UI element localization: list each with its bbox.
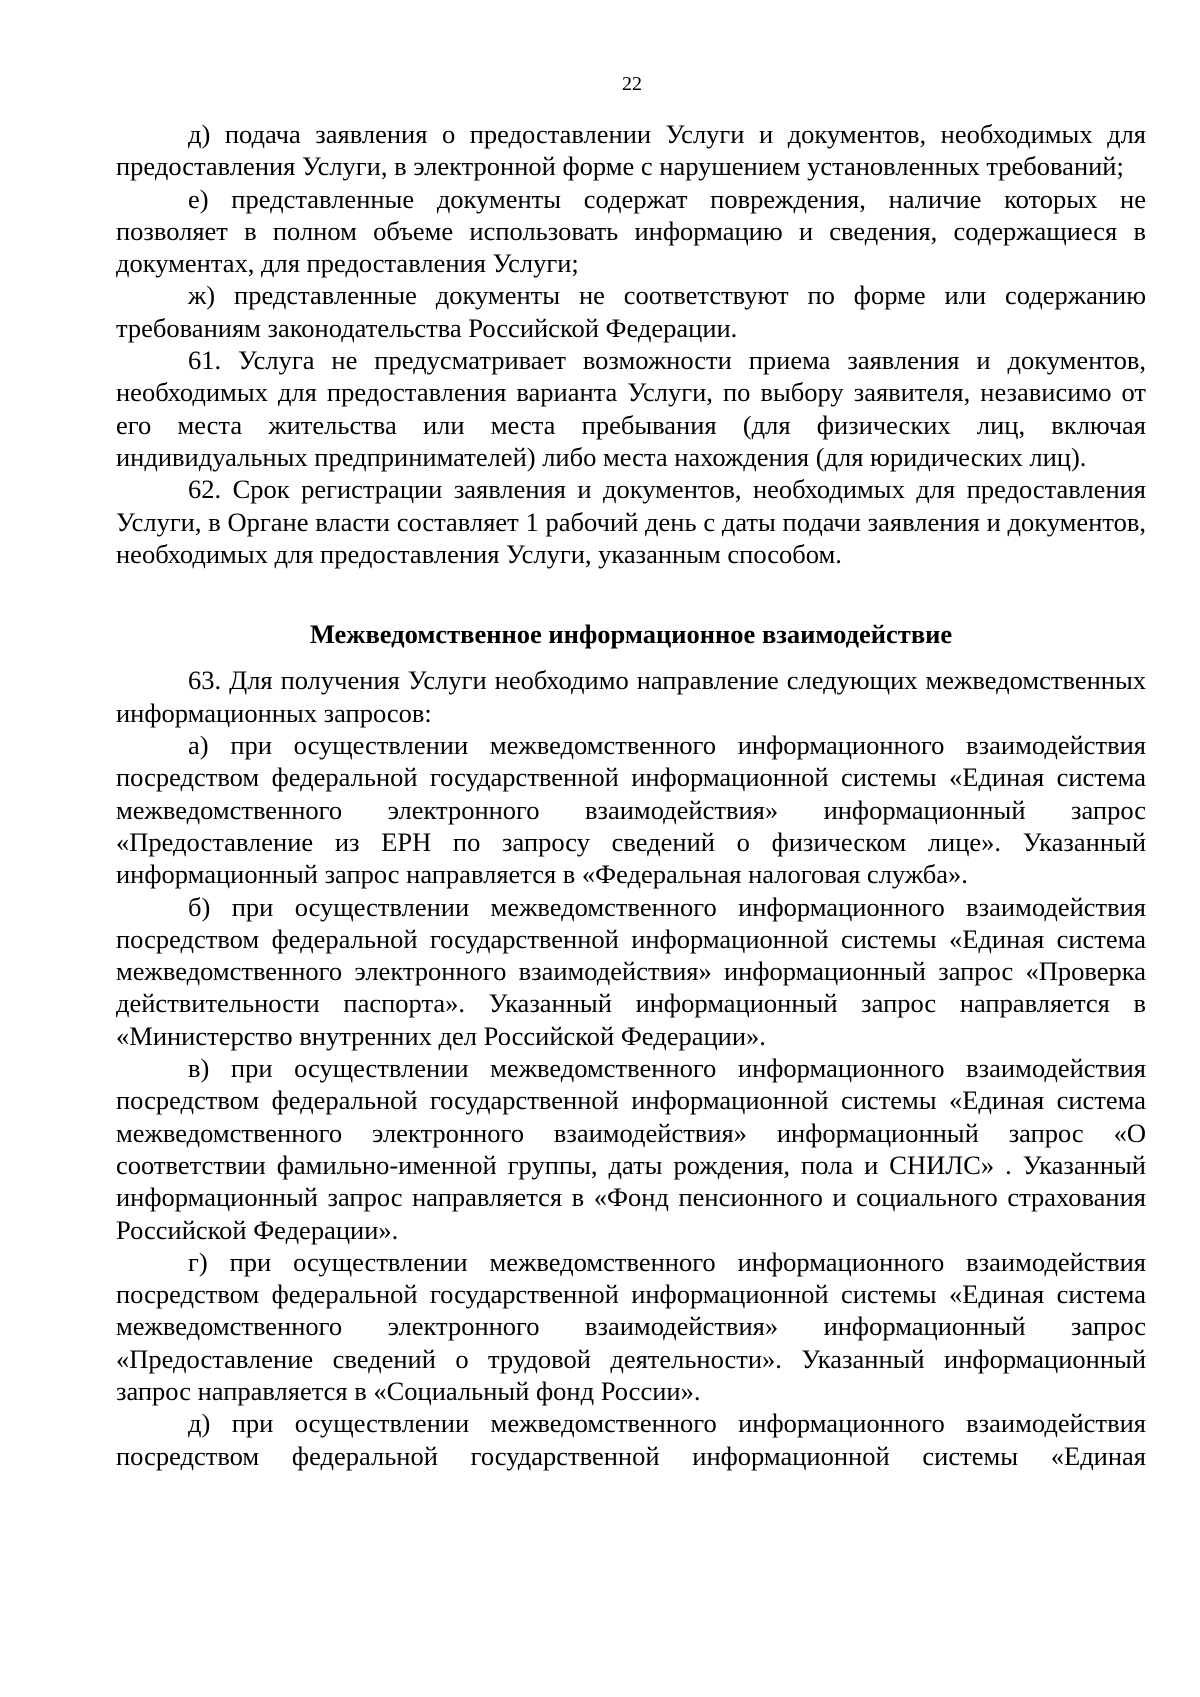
paragraph-61: 61. Услуга не предусматривает возможности приема заявления и документов, необходимых для предоставления варианта Услуги, по выбору заявителя, независимо от его места жительства или места пребывания (для физических лиц, включая индивидуальных предпринимателей) либо места нахождения (для юридических лиц). xyxy=(116,345,1146,472)
paragraph-63-d: д) при осуществлении межведомственного информационного взаимодействия посредством федеральной государственной информационной системы «Единая xyxy=(116,1408,1146,1471)
paragraph-item-zh: ж) представленные документы не соответствуют по форме или содержанию требованиям законодательства Российской Федерации. xyxy=(116,280,1146,343)
paragraph-63-v: в) при осуществлении межведомственного информационного взаимодействия посредством федеральной государственной информационной системы «Единая система межведомственного электронного взаимодействия» информационный запрос «О соответствии фамильно-именной группы, даты рождения, пола и СНИЛС» . Указанный информационный запрос направляется в «Фонд пенсионного и социального страхования Российской Федерации». xyxy=(116,1053,1146,1245)
paragraph-63-a: а) при осуществлении межведомственного информационного взаимодействия посредством федеральной государственной информационной системы «Единая система межведомственного электронного взаимодействия» информационный запрос «Предоставление из ЕРН по запросу сведений о физическом лице». Указанный информационный запрос направляется в «Федеральная налоговая служба». xyxy=(116,730,1146,890)
paragraph-63: 63. Для получения Услуги необходимо направление следующих межведомственных информационных запросов: xyxy=(116,665,1146,728)
paragraph-item-d: д) подача заявления о предоставлении Услуги и документов, необходимых для предоставления Услуги, в электронной форме с нарушением установленных требований; xyxy=(116,119,1146,182)
document-body xyxy=(116,118,1146,1472)
page-number: 22 xyxy=(622,73,642,95)
section-heading: Межведомственное информационное взаимодействие xyxy=(309,619,953,650)
paragraph-item-e: е) представленные документы содержат повреждения, наличие которых не позволяет в полном объеме использовать информацию и сведения, содержащиеся в документах, для предоставления Услуги; xyxy=(116,183,1146,279)
paragraph-63-g: г) при осуществлении межведомственного информационного взаимодействия посредством федеральной государственной информационной системы «Единая система межведомственного электронного взаимодействия» информационный запрос «Предоставление сведений о трудовой деятельности». Указанный информационный запрос направляется в «Социальный фонд России». xyxy=(116,1246,1146,1406)
paragraph-63-b: б) при осуществлении межведомственного информационного взаимодействия посредством федеральной государственной информационной системы «Единая система межведомственного электронного взаимодействия» информационный запрос «Проверка действительности паспорта». Указанный информационный запрос направляется в «Министерство внутренних дел Российской Федерации». xyxy=(116,891,1146,1051)
paragraph-62: 62. Срок регистрации заявления и документов, необходимых для предоставления Услуги, в Органе власти составляет 1 рабочий день с даты подачи заявления и документов, необходимых для предоставления Услуги, указанным способом. xyxy=(116,474,1146,569)
